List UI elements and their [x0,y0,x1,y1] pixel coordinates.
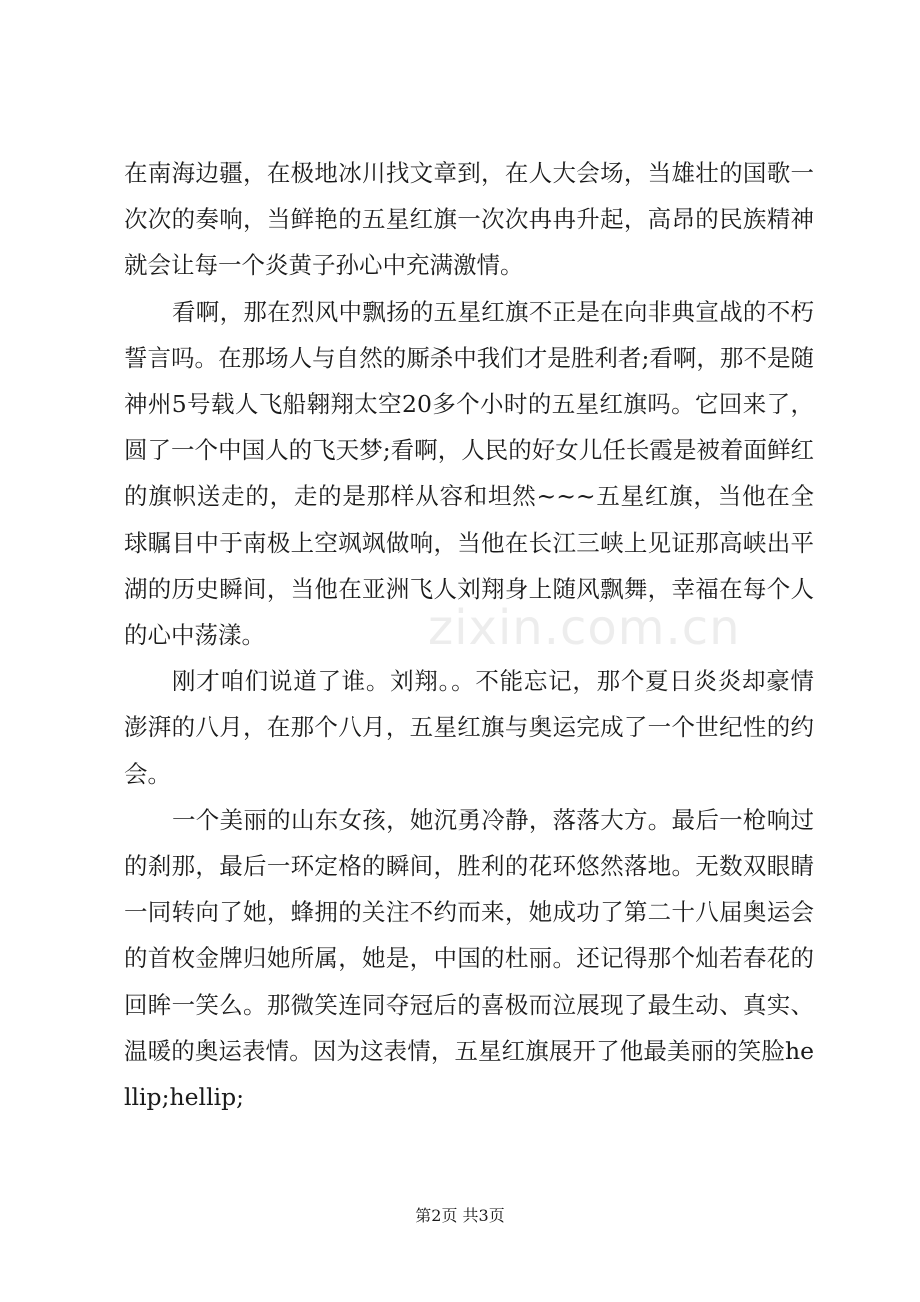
document-body [124,150,814,1120]
paragraph-4: 一个美丽的山东女孩，她沉勇冷静，落落大方。最后一枪响过的刹那，最后一环定格的瞬间，胜利的花环悠然落地。无数双眼睛一同转向了她，蜂拥的关注不约而来，她成功了第二十八届奥运会的首枚金牌归她所属，她是，中国的杜丽。还记得那个灿若春花的回眸一笑么。那微笑连同夺冠后的喜极而泣展现了最生动、真实、温暖的奥运表情。因为这表情，五星红旗展开了他最美丽的笑脸hellip;hellip; [124,805,814,1112]
paragraph-1: 在南海边疆，在极地冰川找文章到，在人大会场，当雄壮的国歌一次次的奏响，当鲜艳的五星红旗一次次冉冉升起，高昂的民族精神就会让每一个炎黄子孙心中充满激情。 [124,159,814,280]
watermark: zixin.com.cn [428,600,741,656]
paragraph-3: 刚才咱们说道了谁。刘翔。。不能忘记，那个夏日炎炎却豪情澎湃的八月，在那个八月，五星红旗与奥运完成了一个世纪性的约会。 [124,667,814,788]
page-footer: 第2页 共3页 [415,1206,505,1225]
paragraph-2: 看啊，那在烈风中飘扬的五星红旗不正是在向非典宣战的不朽誓言吗。在那场人与自然的厮杀中我们才是胜利者;看啊，那不是随神州5号载人飞船翱翔太空20多个小时的五星红旗吗。它回来了，圆了一个中国人的飞天梦;看啊，人民的好女儿任长霞是被着面鲜红的旗帜送走的，走的是那样从容和坦然~~~五星红旗，当他在全球瞩目中于南极上空飒飒做响，当他在长江三峡上见证那高峡出平湖的历史瞬间，当他在亚洲飞人刘翔身上随风飘舞，幸福在每个人的心中荡漾。 [124,297,814,650]
